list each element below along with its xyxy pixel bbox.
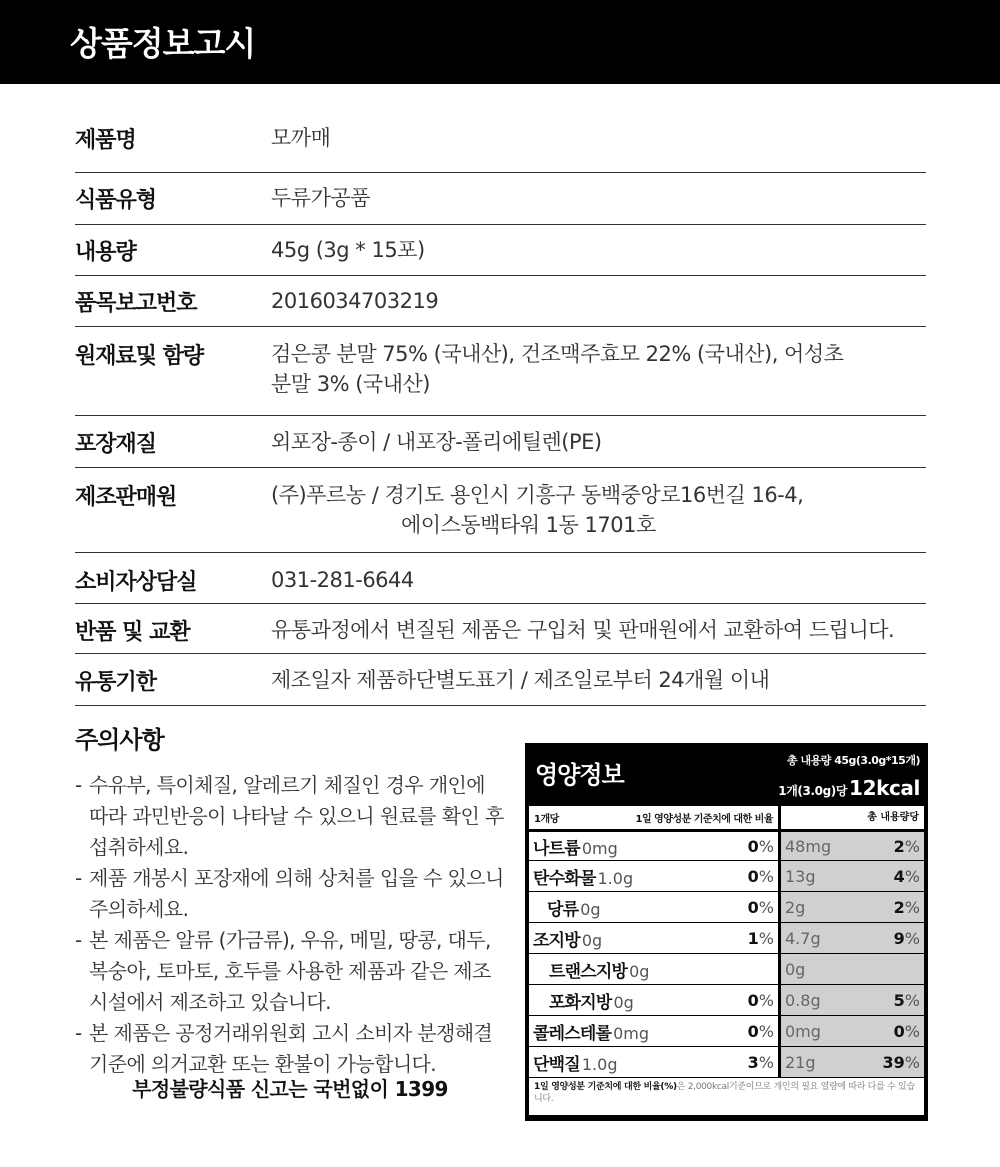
info-row-product-name <box>75 123 926 173</box>
nutrient-total-percent: 39 <box>882 1052 905 1072</box>
info-row-net-content <box>75 225 926 276</box>
nutrient-percent: 0 <box>747 836 759 856</box>
info-label: 소비자상담실 <box>75 570 197 595</box>
header-per-unit: 1개당 <box>534 814 559 825</box>
nutrient-total-cell <box>781 954 924 984</box>
nutrient-total-cell <box>781 1047 924 1077</box>
caution-item: - 제품 개봉시 포장재에 의해 상처를 입을 수 있으니 주의하세요. <box>75 863 505 925</box>
info-row-manufacturer <box>75 468 926 553</box>
info-label: 원재료및 함량 <box>75 344 204 369</box>
header-bar <box>0 0 1000 84</box>
nutrition-facts-panel <box>525 743 928 1121</box>
nutrient-name: 나트륨 <box>533 838 580 859</box>
nutrient-amount: 0mg <box>613 1023 650 1043</box>
nutrition-per-serving <box>778 776 920 800</box>
nutrient-total-percent: 0 <box>893 1021 905 1041</box>
info-label: 포장재질 <box>75 432 157 457</box>
info-value <box>271 480 926 552</box>
nutrient-total-amount: 4.7g <box>785 928 821 948</box>
percent-unit: % <box>758 928 774 948</box>
percent-unit: % <box>904 928 920 948</box>
info-value-line: 검은콩 분말 75% (국내산), 건조맥주효모 22% (국내산), 어성초 <box>271 342 844 366</box>
nutrient-total-amount: 2g <box>785 897 806 917</box>
info-value: 제조일자 제품하단별도표기 / 제조일로부터 24개월 이내 <box>271 668 770 692</box>
nutrient-amount: 0g <box>613 992 634 1012</box>
header-per-serving <box>529 806 778 829</box>
percent-unit: % <box>904 990 920 1010</box>
product-info-table <box>75 123 926 706</box>
nutrient-percent: 0 <box>747 897 759 917</box>
nutrient-name: 트랜스지방 <box>549 961 628 982</box>
info-row-packaging <box>75 416 926 468</box>
nutrient-total-cell <box>781 861 924 891</box>
nutrient-total-cell <box>781 923 924 953</box>
info-value-line: 분말 3% (국내산) <box>271 372 430 396</box>
nutrient-amount: 0g <box>580 899 601 919</box>
info-row-report-number <box>75 276 926 327</box>
page-title: 상품정보고시 <box>70 24 256 63</box>
percent-unit: % <box>758 990 774 1010</box>
nutrition-header-row <box>529 806 924 829</box>
nutrient-total-cell <box>781 892 924 922</box>
info-row-consumer-center <box>75 553 926 604</box>
nutrient-row-sugars <box>529 891 924 922</box>
info-label: 식품유형 <box>75 188 157 213</box>
caution-item: - 본 제품은 알류 (가금류), 우유, 메밀, 땅콩, 대두, 복숭아, 토마토, 호두를 사용한 제품과 같은 제조시설에서 제조하고 있습니다. <box>75 925 505 1018</box>
info-row-ingredients <box>75 327 926 416</box>
nutrient-total-amount: 48mg <box>785 836 832 856</box>
report-hotline: 부정불량식품 신고는 국번없이 1399 <box>132 1077 448 1101</box>
info-label: 유통기한 <box>75 670 157 695</box>
nutrient-name: 조지방 <box>533 930 580 951</box>
percent-unit: % <box>758 1052 774 1072</box>
info-value: 2016034703219 <box>271 289 439 313</box>
nutrient-percent: 0 <box>747 866 759 886</box>
percent-unit: % <box>904 897 920 917</box>
kcal-value: 12kcal <box>849 776 920 800</box>
percent-unit: % <box>758 1021 774 1041</box>
nutrient-name: 탄수화물 <box>533 868 596 889</box>
nutrient-total-percent: 2 <box>893 836 905 856</box>
nutrient-row-trans-fat <box>529 953 924 984</box>
info-value: 유통과정에서 변질된 제품은 구입처 및 판매원에서 교환하여 드립니다. <box>271 618 895 642</box>
info-row-food-type <box>75 173 926 225</box>
nutrient-total-percent: 5 <box>893 990 905 1010</box>
info-label: 내용량 <box>75 240 136 265</box>
header-daily-value: 1일 영양성분 기준치에 대한 비율 <box>635 814 773 825</box>
nutrient-name: 당류 <box>547 899 579 920</box>
nutrient-total-percent: 2 <box>893 897 905 917</box>
nutrient-serving-cell <box>529 861 778 891</box>
info-value: 031-281-6644 <box>271 568 414 592</box>
nutrition-total-content: 총 내용량 45g(3.0g*15개) <box>787 754 920 767</box>
info-label: 품목보고번호 <box>75 291 197 316</box>
percent-unit: % <box>904 836 920 856</box>
info-value: 45g (3g * 15포) <box>271 238 425 262</box>
nutrient-row-carbohydrate <box>529 860 924 891</box>
nutrition-footnote <box>529 1078 924 1115</box>
info-row-returns <box>75 604 926 654</box>
info-value-line: (주)푸르농 / 경기도 용인시 기흥구 동백중앙로16번길 16-4, <box>271 483 804 507</box>
nutrient-serving-cell <box>529 954 778 984</box>
percent-unit: % <box>904 1052 920 1072</box>
nutrient-serving-cell <box>529 832 778 860</box>
info-value: 모까매 <box>271 126 331 150</box>
caution-title: 주의사항 <box>75 726 164 754</box>
percent-unit: % <box>758 836 774 856</box>
nutrient-name: 포화지방 <box>549 992 612 1013</box>
nutrient-total-amount: 13g <box>785 866 816 886</box>
info-label: 반품 및 교환 <box>75 620 190 645</box>
caution-item: - 본 제품은 공정거래위원회 고시 소비자 분쟁해결 기준에 의거교환 또는 환불이 가능합니다. <box>75 1018 505 1080</box>
caution-item: - 수유부, 특이체질, 알레르기 체질인 경우 개인에 따라 과민반응이 나타날 수 있으니 원료를 확인 후 섭취하세요. <box>75 770 505 863</box>
nutrient-total-cell <box>781 1016 924 1046</box>
info-label: 제조판매원 <box>75 485 177 510</box>
nutrient-serving-cell <box>529 892 778 922</box>
nutrient-name: 콜레스테롤 <box>533 1023 612 1044</box>
nutrient-total-amount: 0.8g <box>785 990 821 1010</box>
caution-list <box>75 770 505 1080</box>
info-label: 제품명 <box>75 128 136 153</box>
nutrient-row-protein <box>529 1046 924 1077</box>
nutrient-serving-cell <box>529 1016 778 1046</box>
percent-unit: % <box>904 866 920 886</box>
nutrition-title: 영양정보 <box>535 761 624 789</box>
nutrient-total-amount: 0mg <box>785 1021 821 1041</box>
footnote-bold: 1일 영양성분 기준치에 대한 비율(%) <box>534 1082 677 1092</box>
nutrient-name: 단백질 <box>533 1054 580 1075</box>
nutrient-row-cholesterol <box>529 1015 924 1046</box>
serving-size: 1개(3.0g)당 <box>778 784 848 798</box>
nutrient-total-cell <box>781 985 924 1015</box>
percent-unit: % <box>758 897 774 917</box>
header-total-content: 총 내용량당 <box>781 806 924 829</box>
nutrient-total-percent: 9 <box>893 928 905 948</box>
nutrient-amount: 0g <box>629 961 650 981</box>
nutrient-amount: 0mg <box>581 838 618 858</box>
nutrient-serving-cell <box>529 985 778 1015</box>
nutrient-percent: 1 <box>747 928 759 948</box>
nutrient-row-sodium <box>529 829 924 860</box>
nutrient-amount: 1.0g <box>597 868 634 888</box>
percent-unit: % <box>758 866 774 886</box>
info-value: 두류가공품 <box>271 186 370 210</box>
nutrient-total-amount: 21g <box>785 1052 816 1072</box>
nutrient-row-fat <box>529 922 924 953</box>
nutrient-percent: 0 <box>747 1021 759 1041</box>
nutrient-row-saturated-fat <box>529 984 924 1015</box>
nutrition-grid <box>529 806 924 1077</box>
footnote-text: 은 2,000kcal기준이므로 개인의 필요 열량에 따라 다를 수 있습니다. <box>534 1082 915 1104</box>
nutrient-serving-cell <box>529 923 778 953</box>
info-value-line: 에이스동백타워 1동 1701호 <box>401 513 656 537</box>
percent-unit: % <box>904 1021 920 1041</box>
nutrient-total-cell <box>781 832 924 860</box>
nutrient-serving-cell <box>529 1047 778 1077</box>
nutrient-total-amount: 0g <box>785 959 806 979</box>
nutrient-percent: 0 <box>747 990 759 1010</box>
info-value: 외포장-종이 / 내포장-폴리에틸렌(PE) <box>271 430 602 454</box>
nutrient-amount: 0g <box>581 930 603 950</box>
nutrient-percent: 3 <box>747 1052 759 1072</box>
nutrient-amount: 1.0g <box>581 1054 618 1074</box>
nutrient-total-percent: 4 <box>893 866 905 886</box>
info-value <box>271 339 926 415</box>
info-row-expiry <box>75 654 926 706</box>
